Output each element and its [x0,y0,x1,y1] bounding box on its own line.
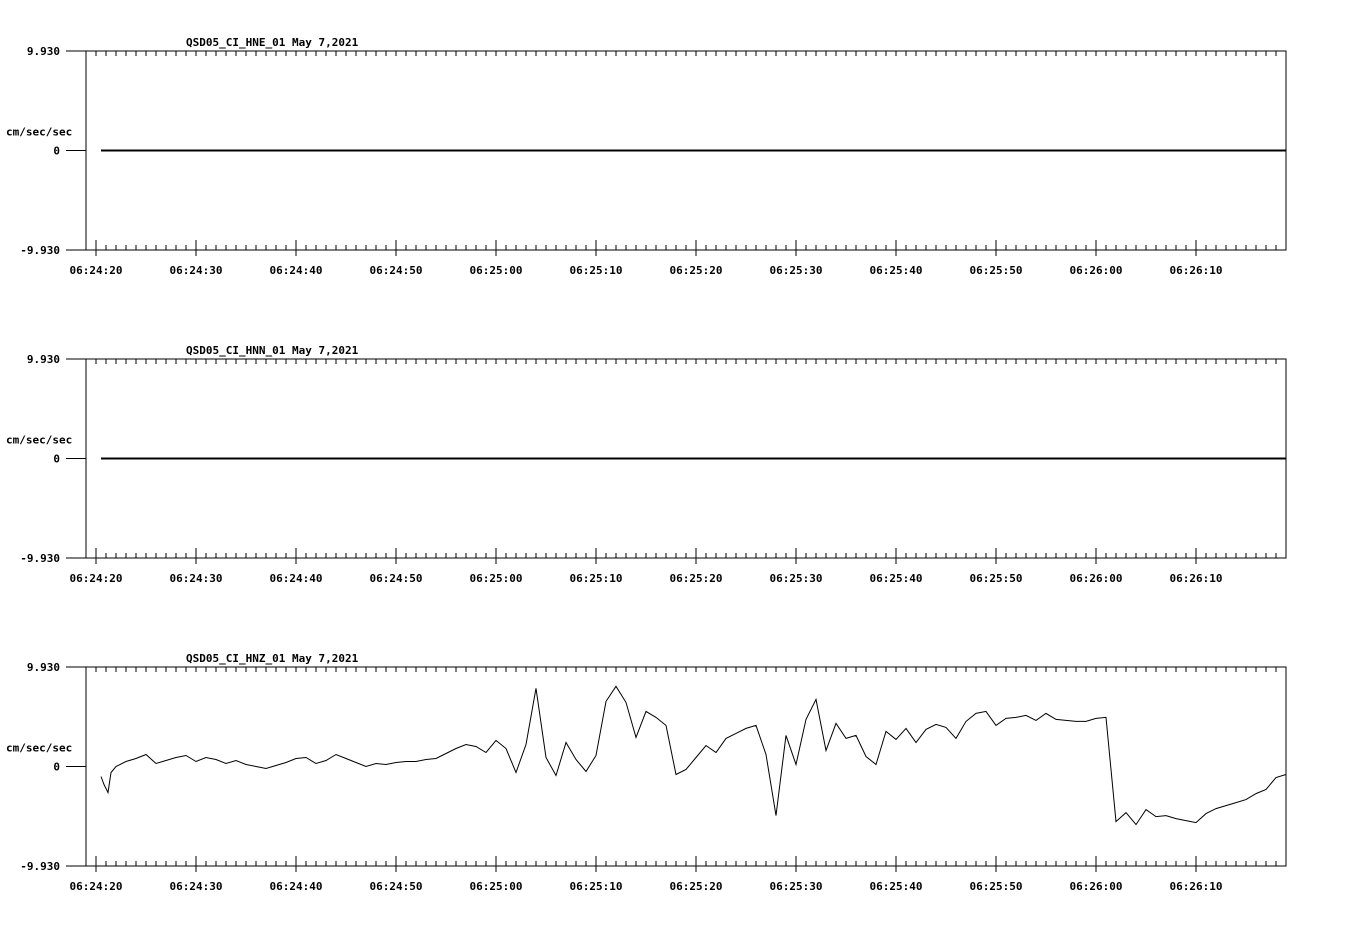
x-tick-label: 06:26:10 [1169,880,1223,893]
panel-title: QSD05_CI_HNE_01 May 7,2021 [186,36,359,49]
x-tick-label: 06:24:20 [69,264,123,277]
x-tick-label: 06:25:20 [669,572,723,585]
x-tick-label: 06:25:30 [769,264,823,277]
x-tick-label: 06:25:50 [969,572,1023,585]
x-tick-label: 06:25:20 [669,880,723,893]
y-tick-label: 0 [53,144,60,158]
x-tick-label: 06:25:30 [769,572,823,585]
x-tick-label: 06:24:30 [169,264,223,277]
x-tick-label: 06:24:20 [69,880,123,893]
x-tick-label: 06:24:50 [369,572,423,585]
y-tick-label: 9.930 [26,45,60,58]
x-tick-label: 06:25:40 [869,572,923,585]
x-tick-label: 06:26:10 [1169,572,1223,585]
y-tick-label: -9.930 [20,244,60,257]
x-tick-label: 06:25:10 [569,264,623,277]
y-tick-label: -9.930 [20,552,60,565]
panel-title: QSD05_CI_HNZ_01 May 7,2021 [186,652,359,665]
x-tick-label: 06:26:00 [1069,572,1123,585]
y-tick-label: 9.930 [26,353,60,366]
x-tick-label: 06:25:20 [669,264,723,277]
x-tick-label: 06:26:00 [1069,264,1123,277]
x-tick-label: 06:25:00 [469,264,523,277]
x-tick-label: 06:25:00 [469,880,523,893]
x-tick-label: 06:25:50 [969,880,1023,893]
x-tick-label: 06:24:50 [369,264,423,277]
waveform-trace [101,686,1286,824]
y-tick-label: 0 [53,760,60,774]
x-tick-label: 06:24:30 [169,880,223,893]
y-tick-label: 0 [53,452,60,466]
x-tick-label: 06:24:40 [269,880,323,893]
x-tick-label: 06:25:10 [569,880,623,893]
x-tick-label: 06:25:10 [569,572,623,585]
y-tick-label: 9.930 [26,661,60,674]
panel-frame [86,667,1286,866]
x-tick-label: 06:25:50 [969,264,1023,277]
x-tick-label: 06:25:40 [869,880,923,893]
x-tick-label: 06:26:00 [1069,880,1123,893]
x-tick-label: 06:24:50 [369,880,423,893]
y-axis-label: cm/sec/sec [6,125,73,139]
x-tick-label: 06:24:40 [269,572,323,585]
x-tick-label: 06:25:40 [869,264,923,277]
x-tick-label: 06:25:00 [469,572,523,585]
x-tick-label: 06:26:10 [1169,264,1223,277]
x-tick-label: 06:25:30 [769,880,823,893]
y-axis-label: cm/sec/sec [6,433,73,447]
x-tick-label: 06:24:40 [269,264,323,277]
y-axis-label: cm/sec/sec [6,741,73,755]
panel-title: QSD05_CI_HNN_01 May 7,2021 [186,344,359,357]
x-tick-label: 06:24:20 [69,572,123,585]
y-tick-label: -9.930 [20,860,60,873]
x-tick-label: 06:24:30 [169,572,223,585]
